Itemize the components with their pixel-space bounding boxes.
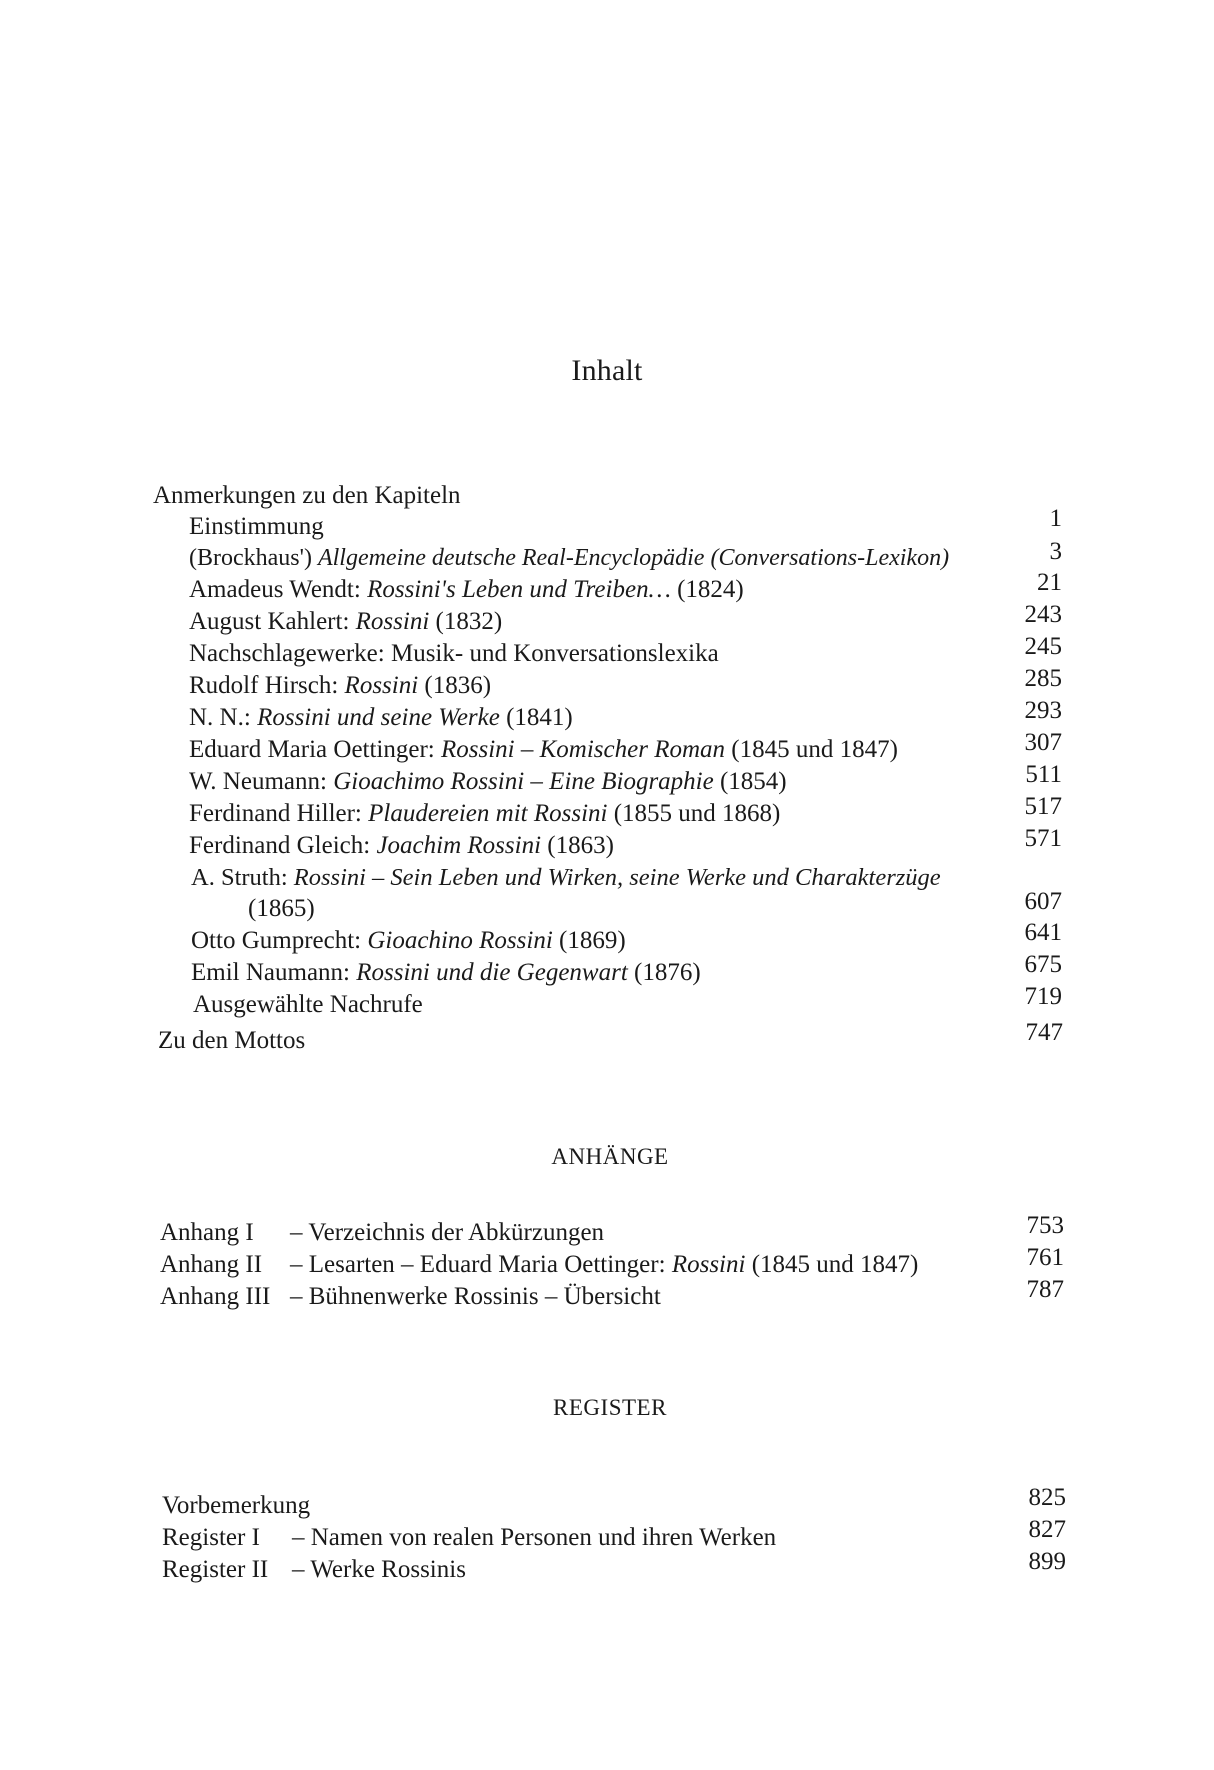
toc-page-number: 641 — [1024, 919, 1062, 946]
toc-page-number: 511 — [1025, 761, 1062, 788]
toc-page-number: 517 — [1024, 793, 1062, 820]
toc-page-number: 675 — [1024, 951, 1062, 978]
toc-page-number: 827 — [1028, 1516, 1066, 1543]
toc-entry-mottos: Zu den Mottos — [158, 1027, 306, 1054]
toc-page-number: 747 — [1025, 1019, 1063, 1046]
toc-page-number: 719 — [1024, 983, 1062, 1010]
appendix-entry: Anhang II – Lesarten – Eduard Maria Oettinger: Rossini (1845 und 1847) — [160, 1251, 919, 1278]
register-preface: Vorbemerkung — [162, 1492, 311, 1519]
toc-page-number: 607 — [1024, 888, 1062, 915]
toc-entry: Rudolf Hirsch: Rossini (1836) — [189, 672, 492, 699]
toc-page-number: 293 — [1024, 697, 1062, 724]
toc-entry: Amadeus Wendt: Rossini's Leben und Treiben… (1824) — [189, 576, 744, 603]
appendix-entry: Anhang I – Verzeichnis der Abkürzungen — [160, 1219, 605, 1246]
chapters-heading: Anmerkungen zu den Kapiteln — [153, 482, 461, 509]
toc-entry: Eduard Maria Oettinger: Rossini – Komischer Roman (1845 und 1847) — [189, 736, 898, 763]
toc-page-number: 285 — [1024, 665, 1062, 692]
toc-entry: August Kahlert: Rossini (1832) — [189, 608, 503, 635]
toc-entry: A. Struth: Rossini – Sein Leben und Wirken, seine Werke und Charakterzüge — [191, 864, 941, 891]
toc-page-number: 825 — [1028, 1484, 1066, 1511]
appendix-entry: Anhang III – Bühnenwerke Rossinis – Übersicht — [160, 1283, 661, 1310]
toc-page-number: 899 — [1028, 1548, 1066, 1575]
toc-entry: Ferdinand Hiller: Plaudereien mit Rossini (1855 und 1868) — [189, 800, 781, 827]
toc-page-number: 787 — [1026, 1276, 1064, 1303]
toc-entry: Ferdinand Gleich: Joachim Rossini (1863) — [189, 832, 614, 859]
register-heading: REGISTER — [553, 1395, 667, 1420]
toc-entry: (Brockhaus') Allgemeine deutsche Real-Encyclopädie (Conversations-Lexikon) — [189, 545, 950, 571]
toc-entry: Emil Naumann: Rossini und die Gegenwart (1876) — [191, 959, 701, 986]
toc-entry: Einstimmung — [189, 513, 324, 540]
register-entry: Register I – Namen von realen Personen und ihren Werken — [162, 1524, 777, 1551]
toc-page-number: 243 — [1024, 601, 1062, 628]
toc-page-number: 245 — [1024, 633, 1062, 660]
toc-entry: Nachschlagewerke: Musik- und Konversationslexika — [189, 640, 719, 667]
toc-page-number: 21 — [1037, 569, 1062, 596]
appendix-heading: ANHÄNGE — [551, 1144, 669, 1169]
toc-entry: Ausgewählte Nachrufe — [193, 991, 423, 1018]
toc-entry: N. N.: Rossini und seine Werke (1841) — [189, 704, 573, 731]
toc-page-number: 761 — [1026, 1244, 1064, 1271]
toc-entry: W. Neumann: Gioachimo Rossini – Eine Biographie (1854) — [189, 768, 787, 795]
toc-page-number: 753 — [1026, 1212, 1064, 1239]
register-entry: Register II – Werke Rossinis — [162, 1556, 466, 1583]
toc-entry: Otto Gumprecht: Gioachino Rossini (1869) — [191, 927, 626, 954]
toc-page-number: 1 — [1049, 505, 1062, 532]
toc-page-number: 3 — [1049, 538, 1062, 565]
toc-page-number: 307 — [1024, 729, 1062, 756]
page-title: Inhalt — [571, 354, 643, 387]
toc-entry-continuation: (1865) — [248, 895, 315, 922]
toc-page-number: 571 — [1024, 825, 1062, 852]
